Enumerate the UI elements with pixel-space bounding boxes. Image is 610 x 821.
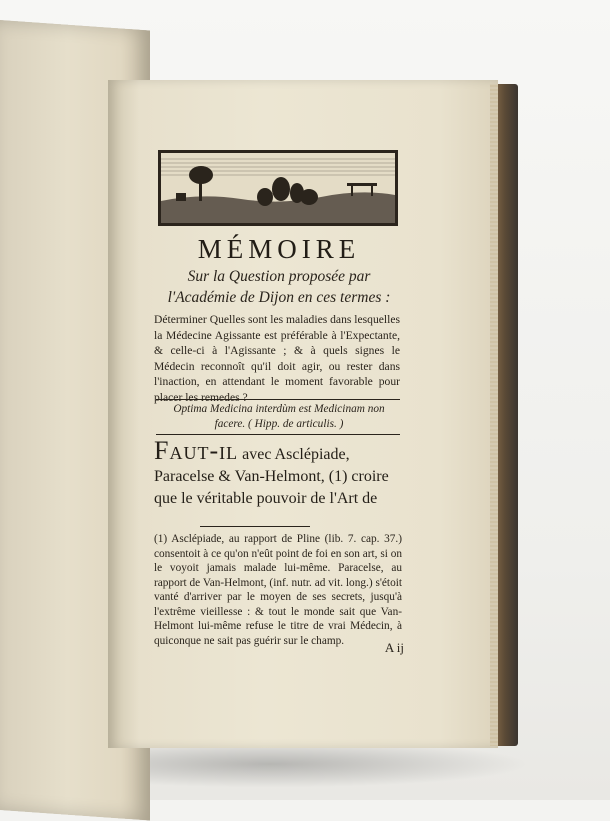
footnote-rule xyxy=(200,526,310,527)
divider-top xyxy=(156,399,400,400)
body-paragraph xyxy=(154,436,404,510)
subtitle-line-2: l'Académie de Dijon en ces termes : xyxy=(167,289,391,306)
epigraph-text: Optima Medicina interdùm est Medicinam non facere. xyxy=(173,403,385,430)
divider-bottom xyxy=(156,434,400,435)
footnote: (1) Asclépiade, au rapport de Pline (lib. 7. cap. 37.) consentoit à ce qu'on n'eût point de foi en son art, si on le voyoit jamais malade lui-même. Paracelse, au rapport de Van-Helmont, (inf. nutr. ad vit. long.) s'étoit vanté d'arriver par le moyen de ses secrets, jusqu'à l'extrême vieillesse : & tout le monde sait que Van-Helmont lui-même refuse le titre de vrai Médecin, à quiconque ne sait pas guérir sur le champ. xyxy=(154,533,402,647)
signature-mark: A ij xyxy=(384,640,404,655)
subtitle-line-1: Sur la Question proposée par xyxy=(187,268,371,285)
book-spine xyxy=(496,84,518,746)
epigraph xyxy=(158,402,400,432)
body-dropcap: Faut-il xyxy=(154,436,239,465)
subtitle xyxy=(154,266,404,308)
engraved-vignette xyxy=(158,150,398,226)
question-text: Déterminer Quelles sont les maladies dans lesquelles la Médecine Agissante est préférable à l'Expectante, & celle-ci à l'Agissante ; & à quels signes le Médecin reconnoît qu'il doit agir, ou rester dans l'inaction, en attendant le moment favorable pour placer les remedes ? xyxy=(154,313,400,404)
page-title: MÉMOIRE xyxy=(197,234,361,264)
body-text: avec Asclépiade, Paracelse & Van-Helmont, (1) croire que le véritable pouvoir de l'Art de xyxy=(154,446,389,507)
page-edges xyxy=(490,84,498,746)
epigraph-source: ( Hipp. de articulis. ) xyxy=(248,418,344,430)
